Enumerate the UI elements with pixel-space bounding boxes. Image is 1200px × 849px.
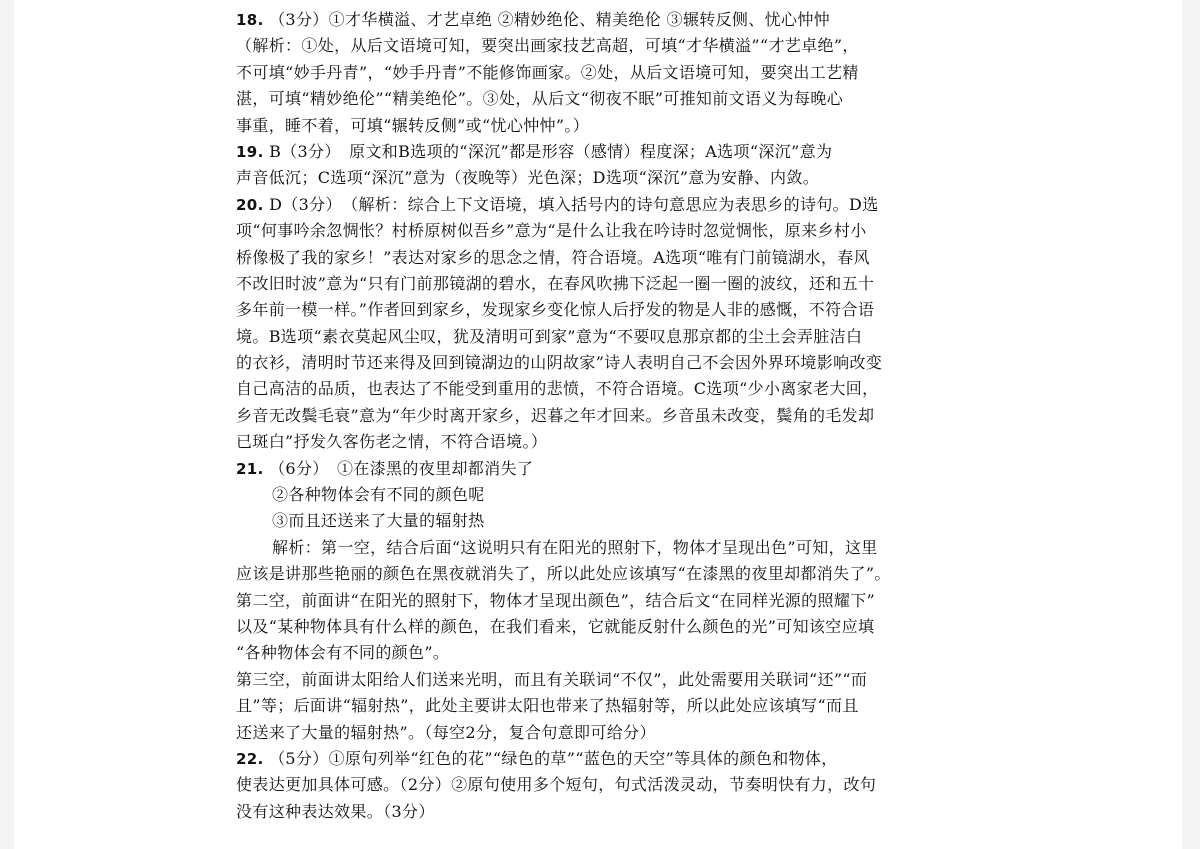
text-line: [236, 245, 972, 271]
text-line: [236, 192, 972, 218]
text-line: [236, 561, 972, 587]
line-text: （5分）①原句列举“红色的花”“绿色的草”“蓝色的天空”等具体的颜色和物体，: [269, 748, 838, 768]
line-text: 的衣衫，清明时节还来得及回到镜湖边的山阴故家”诗人表明自己不会因外界环境影响改变: [236, 353, 883, 373]
line-text: 声音低沉；C选项“深沉”意为（夜晚等）光色深；D选项“深沉”意为安静、内敛。: [236, 168, 820, 188]
line-text: B（3分） 原文和B选项的“深沉”都是形容（感情）程度深；A选项“深沉”意为: [269, 141, 833, 161]
line-text: 已斑白”抒发久客伤老之情，不符合语境。）: [236, 432, 548, 452]
text-line: [236, 746, 972, 772]
line-text: （解析：①处，从后文语境可知，要突出画家技艺高超，可填“才华横溢”“才艺卓绝”，: [236, 36, 859, 56]
answer-key-page: [236, 7, 972, 825]
text-line: [236, 403, 972, 429]
line-text: D（3分） （解析：综合上下文语境，填入括号内的诗句意思应为表思乡的诗句。D选: [269, 194, 879, 214]
text-line: [236, 324, 972, 350]
line-text: 事重，睡不着，可填“辗转反侧”或“忧心忡忡”。）: [236, 115, 590, 135]
line-text: 第二空，前面讲“在阳光的照射下，物体才呈现出颜色”，结合后文“在同样光源的照耀下”: [236, 590, 876, 610]
line-text: 不改旧时波”意为“只有门前那镜湖的碧水，在春风吹拂下泛起一圈一圈的波纹，还和五十: [236, 273, 875, 293]
line-text: 乡音无改鬓毛衰”意为“年少时离开家乡，迟暮之年才回来。乡音虽未改变，鬓角的毛发却: [236, 405, 875, 425]
text-line: [236, 693, 972, 719]
line-text: 使表达更加具体可感。（2分）②原句使用多个短句，句式活泼灵动，节奏明快有力，改句: [236, 775, 877, 795]
question-number: 18.: [236, 11, 264, 29]
text-line: [236, 429, 972, 455]
text-line: [236, 60, 972, 86]
line-text: 还送来了大量的辐射热”。（每空2分，复合句意即可给分）: [236, 722, 656, 742]
line-text: 项“何事吟余忽惆怅？村桥原树似吾乡”意为“是什么让我在吟诗时忽觉惆怅，原来乡村小: [236, 221, 867, 241]
text-line: [236, 297, 972, 323]
text-line: [236, 482, 972, 508]
line-text: 没有这种表达效果。（3分）: [236, 801, 435, 821]
question-number: 21.: [236, 459, 264, 478]
line-text: ②各种物体会有不同的颜色呢: [272, 485, 485, 505]
text-line: [236, 535, 972, 561]
line-text: “各种物体会有不同的颜色”。: [236, 643, 450, 663]
text-line: [236, 86, 972, 112]
question-number: 22.: [236, 749, 264, 768]
line-text: 多年前一模一样。”作者回到家乡，发现家乡变化惊人后抒发的物是人非的感慨，不符合语: [236, 300, 875, 320]
text-line: [236, 218, 972, 244]
text-line: [236, 772, 972, 798]
text-line: [236, 7, 972, 33]
text-line: [236, 350, 972, 376]
text-line: [236, 33, 972, 59]
line-text: 境。B选项“素衣莫起风尘叹，犹及清明可到家”意为“不要叹息那京都的尘土会弄脏洁白: [236, 326, 863, 346]
line-text: 桥像极了我的家乡！”表达对家乡的思念之情，符合语境。A选项“唯有门前镜湖水，春风: [236, 247, 870, 267]
line-text: 且”等；后面讲“辐射热”，此处主要讲太阳也带来了热辐射等，所以此处应该填写“而且: [236, 696, 859, 716]
text-line: [236, 588, 972, 614]
line-text: 应该是讲那些艳丽的颜色在黑夜就消失了，所以此处应该填写“在漆黑的夜里却都消失了”。: [236, 564, 891, 584]
line-text: 以及“某种物体具有什么样的颜色，在我们看来，它就能反射什么颜色的光”可知该空应填: [236, 616, 875, 636]
line-text: 解析：第一空，结合后面“这说明只有在阳光的照射下，物体才呈现出色”可知，这里: [272, 537, 878, 557]
right-gutter: [1182, 0, 1200, 849]
text-line: [236, 113, 972, 139]
left-gutter: [0, 0, 14, 849]
text-line: [236, 165, 972, 191]
text-line: [236, 376, 972, 402]
text-line: [236, 614, 972, 640]
line-text: 自己高洁的品质，也表达了不能受到重用的悲愤，不符合语境。C选项“少小离家老大回，: [236, 379, 879, 399]
text-line: [236, 271, 972, 297]
question-number: 19.: [236, 142, 264, 161]
text-line: [236, 456, 972, 482]
line-text: 第三空，前面讲太阳给人们送来光明，而且有关联词“不仅”，此处需要用关联词“还”“而: [236, 669, 868, 689]
text-line: [236, 799, 972, 825]
text-line: [236, 720, 972, 746]
text-line: [236, 139, 972, 165]
line-text: （6分） ①在漆黑的夜里却都消失了: [269, 458, 534, 478]
text-line: [236, 667, 972, 693]
text-line: [236, 640, 972, 666]
line-text: 不可填“妙手丹青”，“妙手丹青”不能修饰画家。②处，从后文语境可知，要突出工艺精: [236, 62, 859, 82]
line-text: 湛，可填“精妙绝伦”“精美绝伦”。③处，从后文“彻夜不眠”可推知前文语义为每晚心: [236, 89, 844, 109]
line-text: ③而且还送来了大量的辐射热: [272, 511, 485, 531]
question-number: 20.: [236, 195, 264, 214]
line-text: （3分）①才华横溢、才艺卓绝 ②精妙绝伦、精美绝伦 ③辗转反侧、忧心忡忡: [269, 10, 831, 29]
text-line: [236, 508, 972, 534]
